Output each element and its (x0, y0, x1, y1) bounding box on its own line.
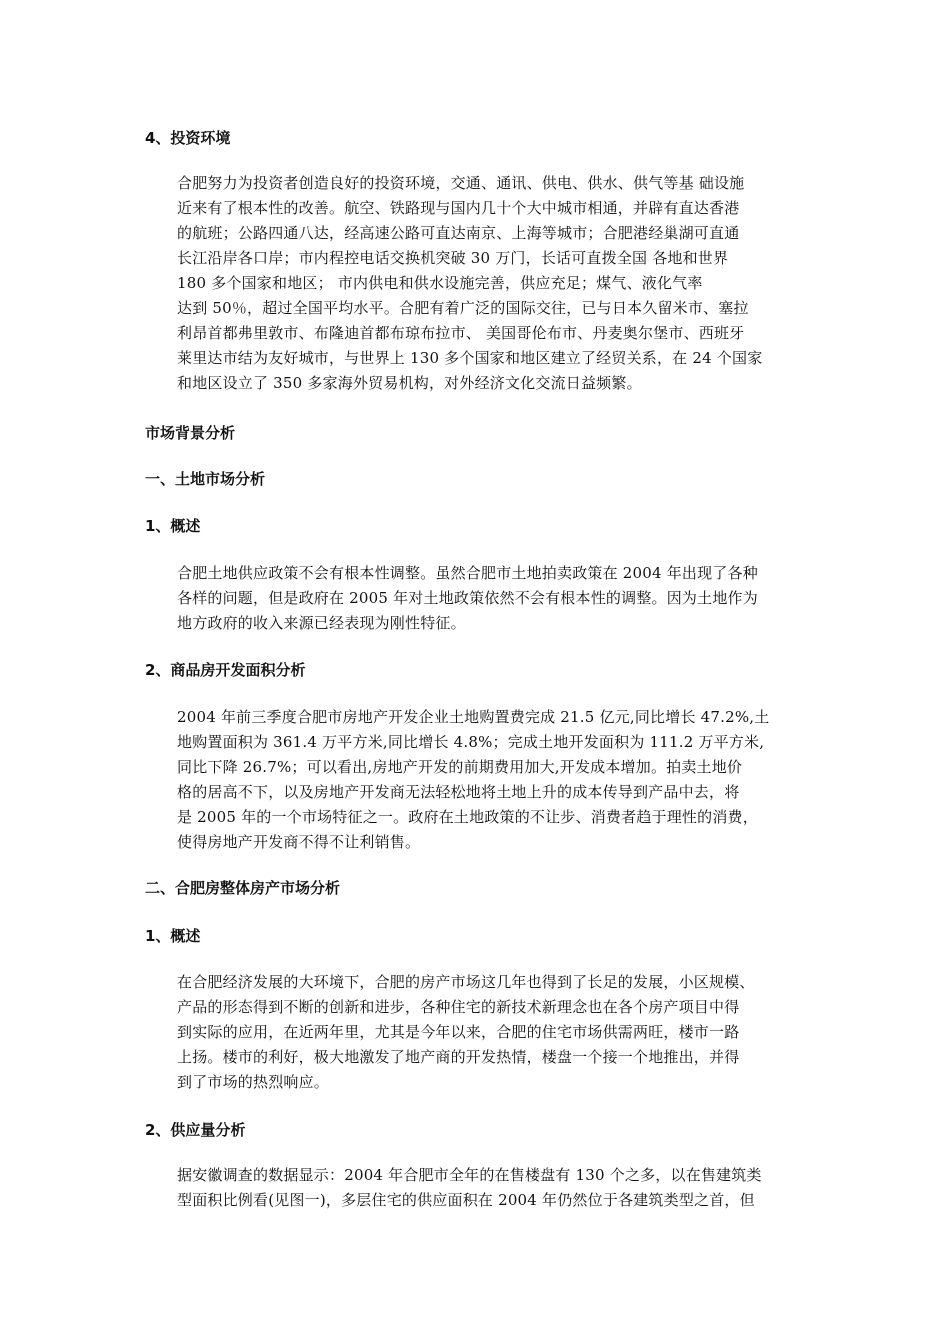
paragraph-line: 的航班；公路四通八达，经高速公路可直达南京、上海等城市；合肥港经巢湖可直通 (177, 224, 740, 242)
section-heading-market-background: 市场背景分析 (145, 424, 236, 442)
paragraph-line: 2004 年前三季度合肥市房地产开发企业土地购置费完成 21.5 亿元,同比增长 47.2%,土 (177, 708, 770, 726)
paragraph-investment-environment (177, 171, 812, 396)
paragraph-line: 在合肥经济发展的大环境下，合肥的房产市场这几年也得到了长足的发展，小区规模、 (177, 973, 755, 991)
paragraph-line: 达到 50％，超过全国平均水平。合肥有着广泛的国际交往，已与日本久留米市、塞拉 (177, 299, 749, 317)
section-heading-housing-market: 二、合肥房整体房产市场分析 (145, 879, 341, 897)
paragraph-line: 和地区设立了 350 多家海外贸易机构，对外经济文化交流日益频繁。 (177, 374, 642, 392)
section-heading-investment-environment: 4、投资环境 (145, 129, 231, 147)
paragraph-land-overview (177, 561, 812, 636)
paragraph-line: 利昂首都弗里敦市、布隆迪首都布琼布拉市、 美国哥伦布市、丹麦奥尔堡市、西班牙 (177, 324, 745, 342)
section-heading-development-area: 2、商品房开发面积分析 (145, 661, 306, 679)
section-heading-housing-overview: 1、概述 (145, 927, 201, 945)
paragraph-line: 到了市场的热烈响应。 (177, 1073, 330, 1091)
paragraph-line: 地方政府的收入来源已经表现为刚性特征。 (177, 614, 466, 632)
paragraph-line: 格的居高不下，以及房地产开发商无法轻松地将土地上升的成本传导到产品中去，将 (177, 783, 740, 801)
paragraph-line: 合肥努力为投资者创造良好的投资环境，交通、通讯、供电、供水、供气等基 础设施 (177, 174, 745, 192)
section-heading-supply: 2、供应量分析 (145, 1121, 246, 1139)
paragraph-supply (177, 1163, 812, 1213)
paragraph-line: 合肥土地供应政策不会有根本性调整。虽然合肥市土地拍卖政策在 2004 年出现了各种 (177, 564, 758, 582)
paragraph-line: 是 2005 年的一个市场特征之一。政府在土地政策的不让步、消费者趋于理性的消费， (177, 808, 758, 826)
paragraph-housing-overview (177, 970, 812, 1095)
paragraph-line: 产品的形态得到不断的创新和进步，各种住宅的新技术新理念也在各个房产项目中得 (177, 998, 740, 1016)
paragraph-line: 使得房地产开发商不得不让利销售。 (177, 833, 421, 851)
paragraph-line: 莱里达市结为友好城市，与世界上 130 多个国家和地区建立了经贸关系，在 24 个国家 (177, 349, 763, 367)
paragraph-development-area (177, 705, 812, 855)
paragraph-line: 各样的问题，但是政府在 2005 年对土地政策依然不会有根本性的调整。因为土地作为 (177, 589, 758, 607)
section-heading-land-overview: 1、概述 (145, 517, 201, 535)
paragraph-line: 型面积比例看(见图一)，多层住宅的供应面积在 2004 年仍然位于各建筑类型之首，但 (177, 1191, 755, 1209)
paragraph-line: 同比下降 26.7%；可以看出,房地产开发的前期费用加大,开发成本增加。拍卖土地价 (177, 758, 743, 776)
paragraph-line: 地购置面积为 361.4 万平方米,同比增长 4.8%；完成土地开发面积为 111.2 万平方米, (177, 733, 765, 751)
paragraph-line: 180 多个国家和地区； 市内供电和供水设施完善，供应充足；煤气、液化气率 (177, 274, 703, 292)
paragraph-line: 据安徽调查的数据显示：2004 年合肥市全年的在售楼盘有 130 个之多，以在售建筑类 (177, 1166, 762, 1184)
section-heading-land-market: 一、土地市场分析 (145, 470, 266, 488)
paragraph-line: 上扬。楼市的利好，极大地激发了地产商的开发热情，楼盘一个接一个地推出，并得 (177, 1048, 740, 1066)
paragraph-line: 近来有了根本性的改善。航空、铁路现与国内几十个大中城市相通，并辟有直达香港 (177, 199, 740, 217)
paragraph-line: 长江沿岸各口岸；市内程控电话交换机突破 30 万门，长话可直拨全国 各地和世界 (177, 249, 729, 267)
paragraph-line: 到实际的应用，在近两年里，尤其是今年以来，合肥的住宅市场供需两旺，楼市一路 (177, 1023, 740, 1041)
